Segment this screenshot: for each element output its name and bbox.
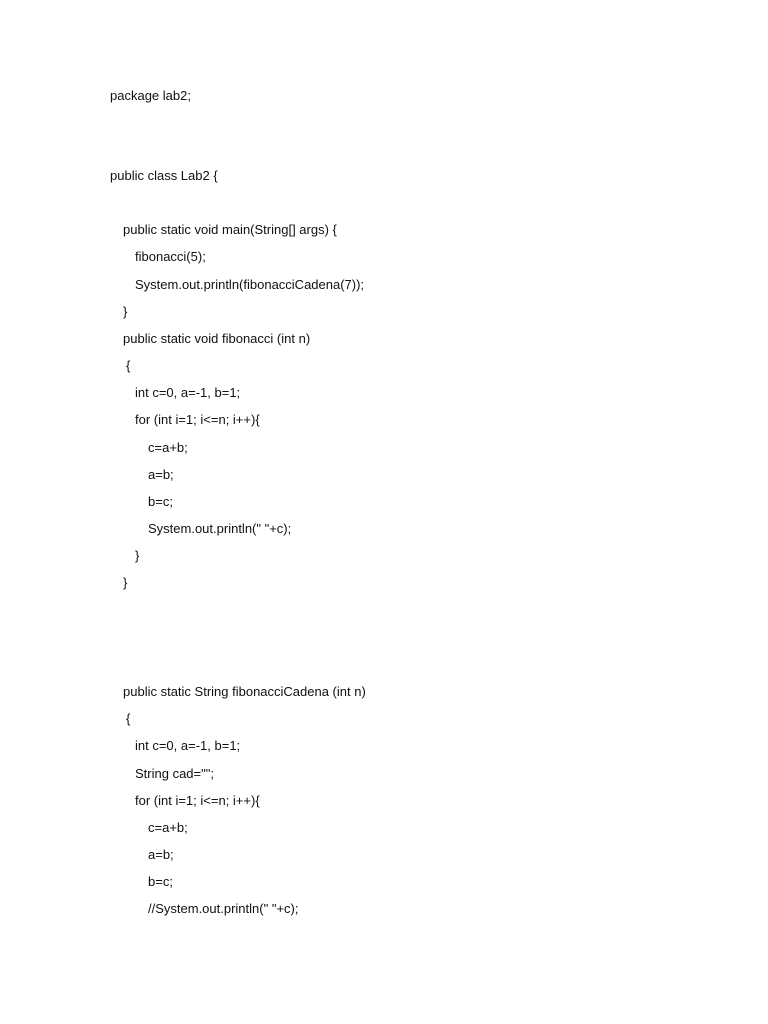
code-line-for-loop: for (int i=1; i<=n; i++){ — [135, 412, 260, 427]
code-line-a-assign: a=b; — [148, 467, 174, 482]
code-line-class-declaration: public class Lab2 { — [110, 168, 218, 183]
code-line-for-close: } — [135, 548, 140, 563]
code-line-commented-println: //System.out.println(" "+c); — [148, 901, 299, 916]
code-line-cadena-b-assign: b=c; — [148, 874, 173, 889]
code-line-cadena-a-assign: a=b; — [148, 847, 174, 862]
code-line-cadena-declaration: public static String fibonacciCadena (int n) — [123, 684, 366, 699]
code-line-call-fibonacci: fibonacci(5); — [135, 249, 206, 264]
code-line-println-cadena: System.out.println(fibonacciCadena(7)); — [135, 277, 365, 292]
code-line-fibonacci-open: { — [126, 358, 131, 373]
code-line-string-cad: String cad=""; — [135, 766, 214, 781]
code-line-cadena-c-assign: c=a+b; — [148, 820, 188, 835]
code-line-int-vars: int c=0, a=-1, b=1; — [135, 385, 241, 400]
code-line-main-declaration: public static void main(String[] args) { — [123, 222, 337, 237]
code-line-cadena-open: { — [126, 711, 131, 726]
code-line-b-assign: b=c; — [148, 494, 173, 509]
code-line-main-close: } — [123, 304, 128, 319]
code-line-println-c: System.out.println(" "+c); — [148, 521, 292, 536]
code-line-c-assign: c=a+b; — [148, 440, 188, 455]
code-line-cadena-int-vars: int c=0, a=-1, b=1; — [135, 738, 241, 753]
code-line-fibonacci-declaration: public static void fibonacci (int n) — [123, 331, 311, 346]
code-line-cadena-for-loop: for (int i=1; i<=n; i++){ — [135, 793, 260, 808]
code-line-fibonacci-close: } — [123, 575, 128, 590]
code-line-package: package lab2; — [110, 88, 191, 103]
